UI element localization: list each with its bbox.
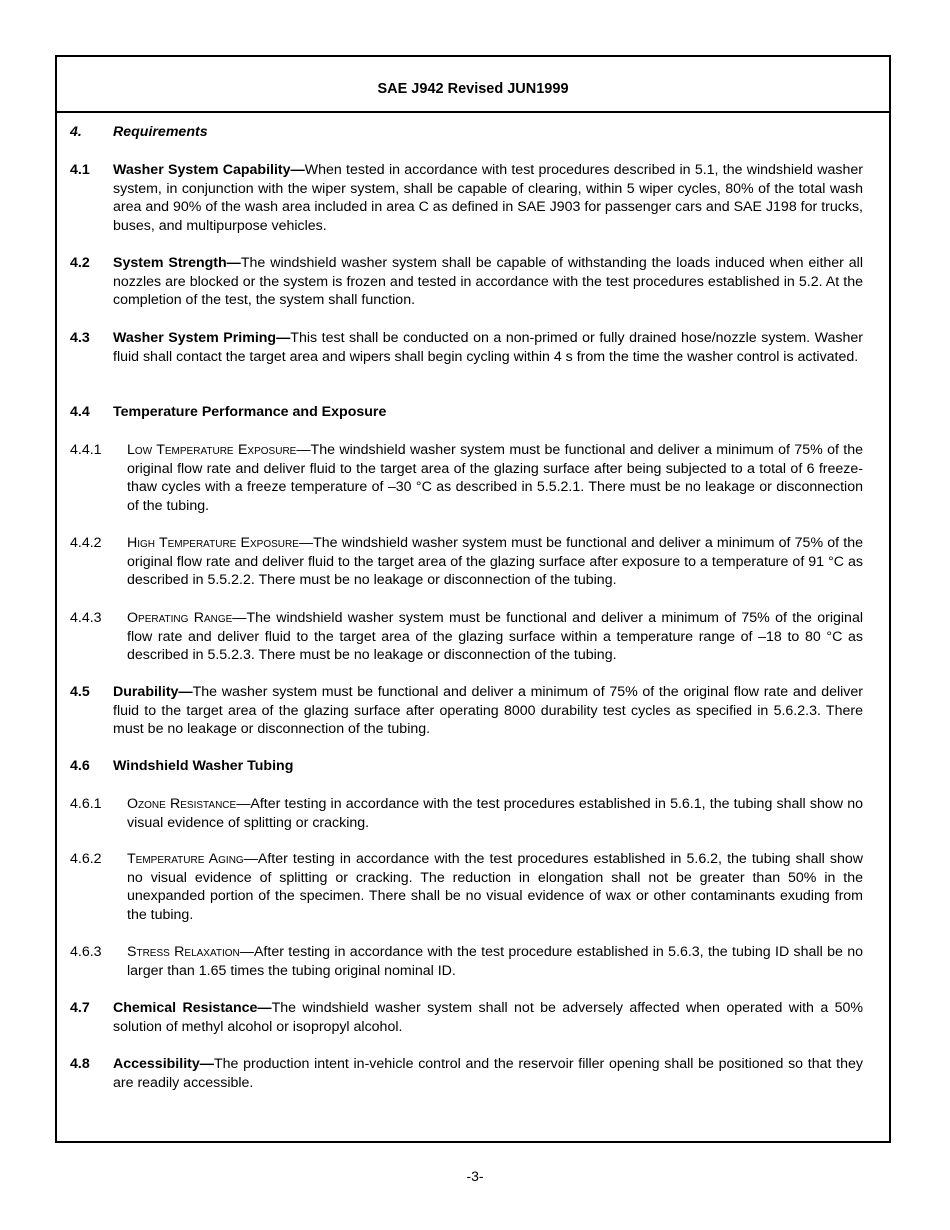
section-title: Requirements (113, 124, 208, 140)
section-title: High Temperature Exposure (127, 535, 299, 551)
section-number: 4.2 (70, 255, 90, 271)
section-4-8 (70, 1055, 863, 1092)
section-title: Washer System Priming— (113, 330, 291, 346)
header-title: SAE J942 Revised JUN1999 (377, 81, 569, 97)
section-4 (70, 123, 863, 142)
section-4-6-3 (70, 943, 863, 980)
section-number: 4.4 (70, 404, 90, 420)
section-text: The washer system must be functional and deliver a minimum of 75% of the original flow rate and deliver fluid to the target area of the glazing surface after operating 8000 durability test cycles as specified in 5.6.2.3. There must be no leakage or disconnection of the tubing. (113, 684, 863, 738)
section-number: 4.6.1 (70, 796, 102, 812)
page-number: -3- (466, 1168, 484, 1184)
document-frame (55, 55, 891, 1143)
section-number: 4. (70, 124, 82, 140)
section-4-3 (70, 329, 863, 366)
section-title: Durability— (113, 684, 193, 700)
section-title: Low Temperature Exposure (127, 442, 297, 458)
section-number: 4.5 (70, 684, 90, 700)
section-text: The production intent in-vehicle control and the reservoir filler opening shall be positioned so that they are readily accessible. (113, 1056, 863, 1091)
section-4-2 (70, 254, 863, 310)
section-number: 4.4.2 (70, 535, 102, 551)
section-title: System Strength— (113, 255, 241, 271)
section-title: Temperature Performance and Exposure (113, 404, 387, 420)
section-text: —After testing in accordance with the test procedures established in 5.6.1, the tubing shall show no visual evidence of splitting or cracking. (127, 796, 863, 831)
section-4-5 (70, 683, 863, 739)
section-number: 4.7 (70, 1000, 90, 1016)
section-4-6-2 (70, 850, 863, 925)
section-text: When tested in accordance with test procedures described in 5.1, the windshield washer system, in conjunction with the wiper system, shall be capable of clearing, within 5 wiper cycles, 80% of the total wash area and 90% of the wash area included in area C as defined in SAE J903 for passenger cars and SAE J198 for trucks, buses, and multipurpose vehicles. (113, 162, 863, 235)
section-number: 4.4.1 (70, 442, 102, 458)
section-title: Washer System Capability— (113, 162, 305, 178)
section-text: —The windshield washer system must be functional and deliver a minimum of 75% of the original flow rate and deliver fluid to the target area of the glazing surface within a temperature range of –18 to 80 °C as described in 5.5.2.3. There must be no leakage or disconnection of the tubing. (127, 610, 863, 664)
section-4-7 (70, 999, 863, 1036)
section-4-6 (70, 757, 863, 776)
section-4-6-1 (70, 795, 863, 832)
section-title: Accessibility— (113, 1056, 214, 1072)
section-number: 4.3 (70, 330, 90, 346)
section-text: —After testing in accordance with the test procedures established in 5.6.2, the tubing shall show no visual evidence of splitting or cracking. The reduction in elongation shall not be greater than 50% in the unexpanded portion of the specimen. There shall be no visual evidence of wax or other contaminants exuding from the tubing. (127, 851, 863, 924)
section-text: This test shall be conducted on a non-primed or fully drained hose/nozzle system. Washer fluid shall contact the target area and wipers shall begin cycling within 4 s from the time the washer control is activated. (113, 330, 863, 365)
page-header (57, 57, 889, 113)
section-title: Ozone Resistance (127, 796, 237, 812)
section-4-4-2 (70, 534, 863, 590)
section-title: Temperature Aging (127, 851, 244, 867)
section-4-4-1 (70, 441, 863, 516)
section-text: —The windshield washer system must be functional and deliver a minimum of 75% of the original flow rate and deliver fluid to the target area of the glazing surface after being subjected to a total of 6 freeze-thaw cycles with a freeze temperature of –30 °C as described in 5.5.2.1. There must be no leakage or disconnection of the tubing. (127, 442, 864, 515)
section-number: 4.4.3 (70, 610, 102, 626)
section-number: 4.1 (70, 162, 90, 178)
section-text: —After testing in accordance with the test procedure established in 5.6.3, the tubing ID shall be no larger than 1.65 times the tubing original nominal ID. (127, 944, 863, 979)
section-text: —The windshield washer system must be functional and deliver a minimum of 75% of the original flow rate and deliver fluid to the target area of the glazing surface after exposure to a temperature of 91 °C as described in 5.5.2.2. There must be no leakage or disconnection of the tubing. (127, 535, 863, 589)
section-title: Operating Range (127, 610, 233, 626)
section-text: The windshield washer system shall not be adversely affected when operated with a 50% solution of methyl alcohol or isopropyl alcohol. (113, 1000, 863, 1035)
section-title: Stress Relaxation (127, 944, 240, 960)
section-4-1 (70, 161, 863, 236)
section-number: 4.6.2 (70, 851, 102, 867)
section-number: 4.6 (70, 758, 90, 774)
section-text: The windshield washer system shall be capable of withstanding the loads induced when either all nozzles are blocked or the system is frozen and tested in accordance with the test procedures established in 5.2. At the completion of the test, the system shall function. (113, 255, 863, 309)
section-number: 4.6.3 (70, 944, 102, 960)
section-title: Chemical Resistance— (113, 1000, 272, 1016)
section-4-4-3 (70, 609, 863, 665)
section-4-4 (70, 403, 863, 422)
section-title: Windshield Washer Tubing (113, 758, 294, 774)
section-number: 4.8 (70, 1056, 90, 1072)
